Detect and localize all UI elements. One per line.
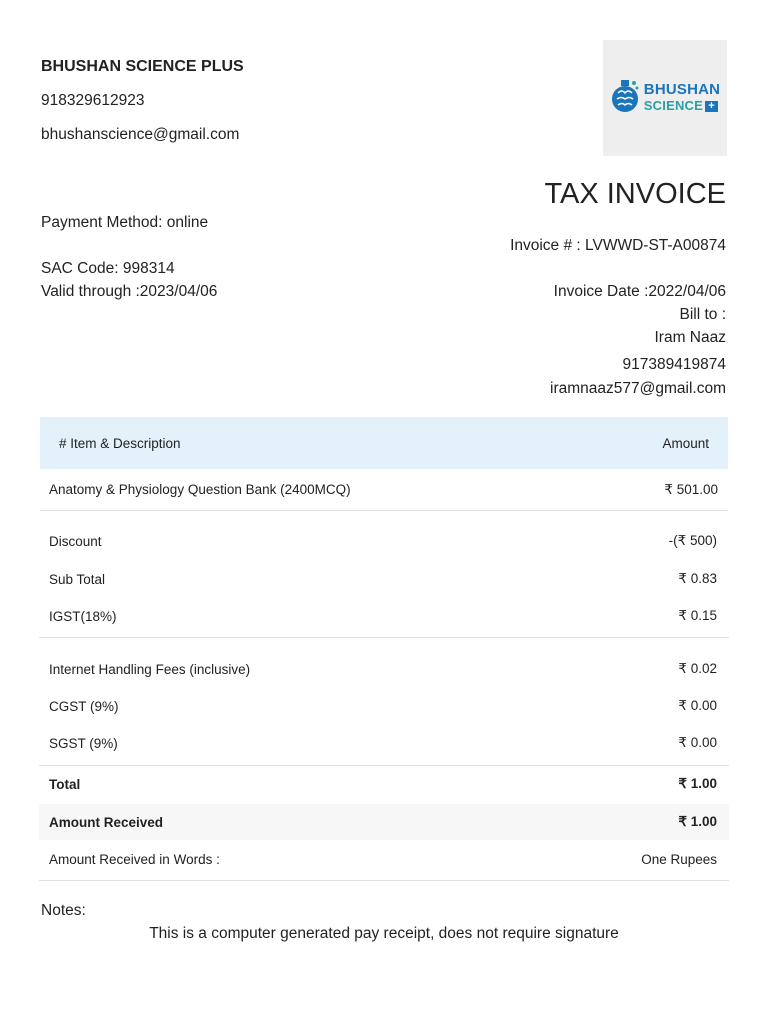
discount-value: -(₹ 500) <box>668 533 717 548</box>
bill-to-phone: 917389419874 <box>622 356 726 373</box>
flask-brain-icon <box>610 79 640 118</box>
bill-to-email: iramnaaz577@gmail.com <box>550 380 726 397</box>
cgst-value: ₹ 0.00 <box>678 698 717 713</box>
sub-total-row <box>39 561 729 597</box>
divider <box>39 880 729 881</box>
logo-plus-icon: + <box>705 101 718 112</box>
invoice-date: Invoice Date :2022/04/06 <box>553 283 726 300</box>
sac-code: SAC Code: 998314 <box>41 260 175 277</box>
logo-line-1: BHUSHAN <box>643 81 721 98</box>
bill-to-label: Bill to : <box>679 306 726 323</box>
column-header-amount: Amount <box>608 417 728 469</box>
company-logo <box>603 40 727 156</box>
payment-method: Payment Method: online <box>41 214 209 231</box>
igst-row <box>39 598 729 634</box>
divider <box>39 637 729 638</box>
amount-in-words-label: Amount Received in Words : <box>49 851 220 867</box>
handling-fees-row <box>39 651 729 687</box>
cgst-label: CGST (9%) <box>49 698 119 714</box>
sub-total-value: ₹ 0.83 <box>678 571 717 586</box>
sub-total-label: Sub Total <box>49 571 106 587</box>
handling-fees-label: Internet Handling Fees (inclusive) <box>49 661 251 677</box>
amount-in-words-row <box>39 841 729 877</box>
amount-received-row <box>39 804 729 840</box>
column-header-description: # Item & Description <box>40 417 608 469</box>
igst-value: ₹ 0.15 <box>678 608 717 623</box>
seller-info <box>41 56 244 146</box>
amount-in-words-value: One Rupees <box>641 851 717 867</box>
notes-label: Notes: <box>41 902 86 919</box>
item-amount: ₹ 501.00 <box>608 469 728 511</box>
amount-received-value: ₹ 1.00 <box>678 814 717 829</box>
amount-received-label: Amount Received <box>49 814 164 830</box>
logo-wordmark <box>644 82 720 114</box>
items-table <box>40 417 728 511</box>
total-value: ₹ 1.00 <box>678 776 717 791</box>
discount-row <box>39 523 729 559</box>
logo-line-2-text: SCIENCE <box>643 98 703 113</box>
seller-phone: 918329612923 <box>41 92 145 109</box>
document-title: TAX INVOICE <box>544 178 726 210</box>
seller-name: BHUSHAN SCIENCE PLUS <box>41 58 244 75</box>
discount-label: Discount <box>49 533 102 549</box>
invoice-number: Invoice # : LVWWD-ST-A00874 <box>510 237 726 254</box>
igst-label: IGST(18%) <box>49 608 117 624</box>
logo-mark <box>610 79 720 118</box>
item-description: Anatomy & Physiology Question Bank (2400MCQ) <box>40 469 608 511</box>
handling-fees-value: ₹ 0.02 <box>678 661 717 676</box>
sgst-row <box>39 725 729 761</box>
total-label: Total <box>49 776 81 792</box>
total-row <box>39 766 729 802</box>
table-row <box>40 469 728 511</box>
bill-to-name: Iram Naaz <box>654 329 726 346</box>
logo-line-2 <box>644 98 720 114</box>
sgst-value: ₹ 0.00 <box>678 735 717 750</box>
valid-through: Valid through :2023/04/06 <box>41 283 218 300</box>
sgst-label: SGST (9%) <box>49 735 118 751</box>
cgst-row <box>39 688 729 724</box>
table-header-row <box>40 417 728 469</box>
seller-email: bhushanscience@gmail.com <box>41 126 240 143</box>
notes-text: This is a computer generated pay receipt, does not require signature <box>149 925 619 942</box>
